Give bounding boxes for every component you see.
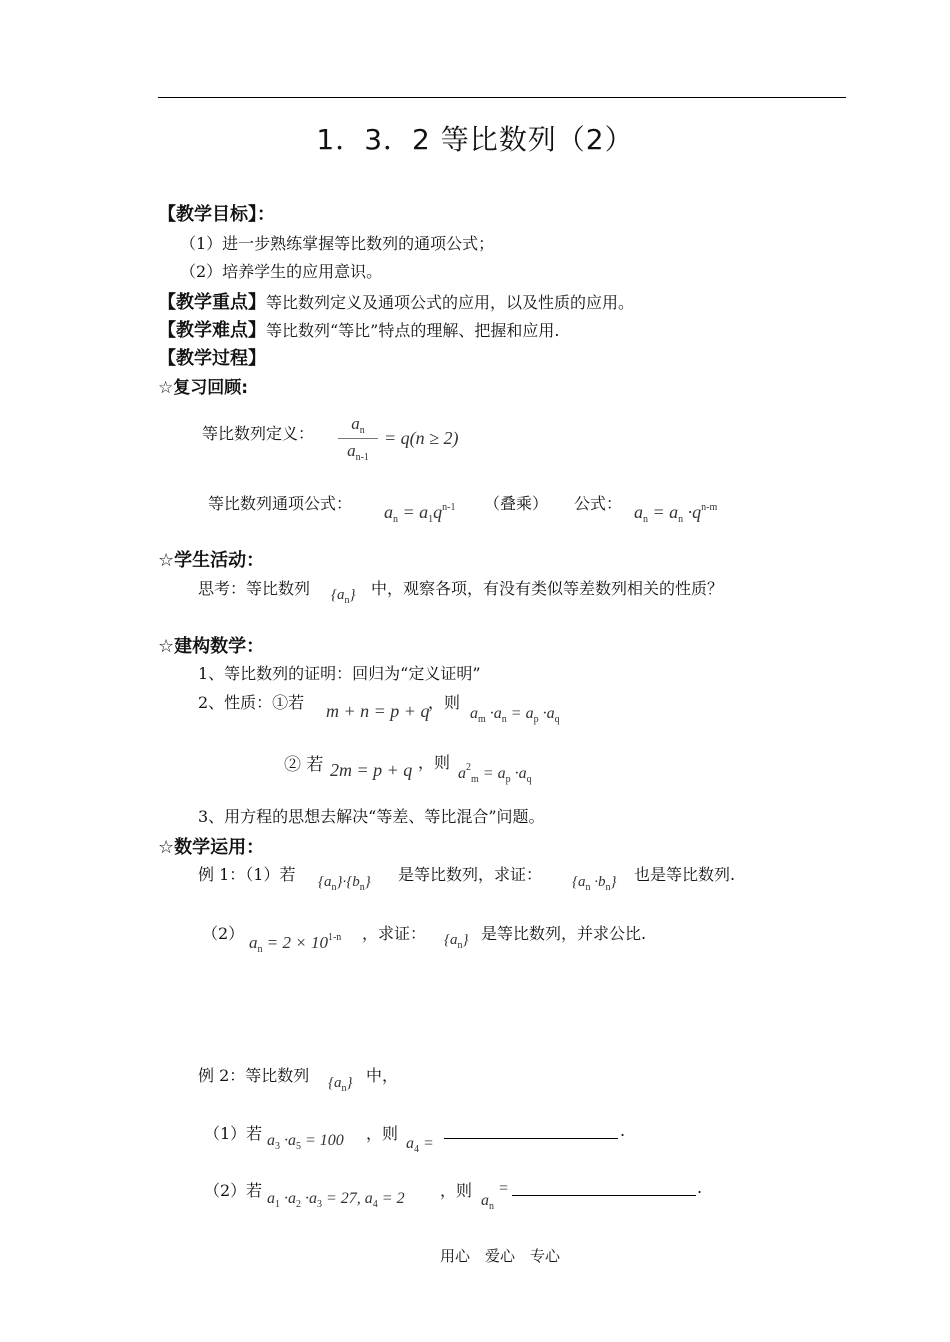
example-2b-end: . [697,1178,703,1197]
example-1b-text: ，求证： [362,924,427,943]
example-2a-ask: $a_4$ = [406,1135,434,1155]
page-footer: 用心 爱心 专心 [440,1247,561,1265]
difficulty-line [158,316,559,342]
example-1b-formula: $a_n = 2 \times 10^{1-n}$ [249,932,342,955]
activity-text-before: 思考：等比数列 [198,579,311,598]
example-2a-label: （1）若 [204,1124,263,1143]
activity-text-after: 中，观察各项，有没有类似等差数列相关的性质？ [371,579,724,598]
formula2: $a_n = a_n \cdot q^{n-m}$ [634,502,718,525]
activity-heading: ☆学生活动： [158,550,265,571]
example-1b-seq: $\{a_n\}$ [444,932,469,951]
construct-item-2-then: ，则 [428,693,461,712]
example-2b-then: ，则 [440,1181,473,1200]
example-2-tail: 中， [366,1066,399,1085]
general-formula-label: 等比数列通项公式： [208,494,353,513]
example-1b-tail: 是等比数列，并求公比. [481,924,647,943]
example-1b-label: （2） [202,924,245,943]
goal-item-1: （1）进一步熟练掌握等比数列的通项公式； [180,234,495,253]
goal-item-2: （2）培养学生的应用意识。 [180,262,383,281]
example-2b-answer-blank[interactable] [512,1181,696,1196]
fraction-numerator: $a_n$ [351,414,365,436]
example-2-seq: $\{a_n\}$ [328,1075,353,1094]
example-2a-answer-blank[interactable] [444,1124,618,1139]
example-2b-ask: $a_n=$ [481,1180,509,1212]
example-1-label: 例 1：（1）若 [198,865,296,884]
construct-item-3-result: $a^2_m = a_p \cdot a_q$ [458,762,532,785]
review-heading: ☆复习回顾: [158,378,249,398]
goals-heading: 【教学目标】： [158,204,275,225]
construct-item-3-label: ② 若 [284,755,324,775]
page-title: 1．3．2 等比数列（2） [316,123,634,156]
definition-label: 等比数列定义： [202,424,315,443]
formula-note: （叠乘） [484,494,549,513]
definition-rhs: = q(n ≥ 2) [384,428,459,448]
difficulty-text: 等比数列“等比”特点的理解、把握和应用. [266,321,560,340]
example-1-text: 是等比数列，求证： [398,865,543,884]
construct-item-1: 1、等比数列的证明：回归为“定义证明” [198,664,481,683]
example-2b-condition: $a_1 \cdot a_2 \cdot a_3 = 27$, $a_4 = 2$ [267,1190,405,1210]
example-1-product: $\{a_n \cdot b_n\}$ [572,874,617,893]
example-2-label: 例 2：等比数列 [198,1066,310,1085]
construct-item-2-result: $a_m \cdot a_n = a_p \cdot a_q$ [470,705,560,725]
example-2b-label: （2）若 [204,1181,263,1200]
example-1-tail: 也是等比数列. [634,865,736,884]
construct-item-2-label: 2、性质：①若 [198,693,305,712]
key-point-label: 【教学重点】 [158,292,266,313]
fraction-bar [338,438,378,439]
example-2a-condition: $a_3 \cdot a_5 = 100$ [267,1132,344,1152]
apply-heading: ☆数学运用： [158,837,265,858]
construct-item-3-then: ，则 [418,753,451,772]
example-2a-then: ，则 [366,1124,399,1143]
key-point-line [158,288,634,314]
general-formula: $a_n = a_1q^{n-1}$ [384,502,456,525]
construct-item-4: 3、用方程的思想去解决“等差、等比混合”问题。 [198,807,545,826]
fraction-denominator: $a_{n-1}$ [347,441,369,463]
example-2a-end: . [620,1121,626,1140]
difficulty-label: 【教学难点】 [158,320,266,341]
construct-item-3-condition: 2m = p + q [330,760,413,780]
construct-item-2-condition: m + n = p + q [326,701,430,721]
process-heading: 【教学过程】 [158,348,266,369]
construct-heading: ☆建构数学： [158,636,265,657]
definition-fraction [338,414,378,463]
top-rule [158,97,846,98]
formula2-label: 公式： [574,494,623,513]
key-point-text: 等比数列定义及通项公式的应用，以及性质的应用。 [266,293,635,312]
example-1-seqs: $\{a_n\}\cdot\{b_n\}$ [318,874,371,893]
activity-seq: $\{a_n\}$ [331,587,356,606]
